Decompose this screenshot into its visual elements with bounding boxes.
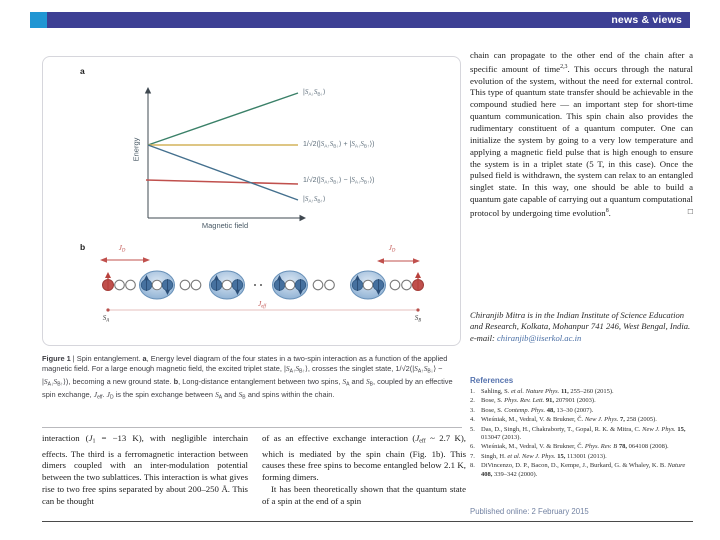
panel-a-label: a xyxy=(80,66,85,76)
section-title: news & views xyxy=(611,14,682,26)
reference-item: 3. Bose, S. Contemp. Phys. 48, 13–30 (2007). xyxy=(470,406,594,414)
coupling-jd-left-label: $J_D$ xyxy=(118,244,126,254)
level-singlet xyxy=(146,180,298,184)
x-axis-arrowhead xyxy=(300,215,307,221)
state-label-singlet: $1/√2(|S_{A↑}S_{B↓}⟩$ − $|S_{A↓}S_{B↑}⟩$) xyxy=(303,176,375,186)
page-bottom-rule xyxy=(42,521,693,522)
reference-item: 2. Bose, S. Phys. Rev. Lett. 91, 207901 (2003). xyxy=(470,397,596,405)
state-label-triplet-symmetric: $1/√2(|S_{A↑}S_{B↓}⟩$ + $|S_{A↓}S_{B↑}⟩$) xyxy=(303,140,375,150)
dimer-4 xyxy=(351,271,386,299)
end-spin-b xyxy=(413,272,424,291)
x-axis-label: Magnetic field xyxy=(201,221,249,230)
paragraph: chain can propagate to the other end of the chain after a specific amount of time$^{2,3}$. This occurs through the natural evolution of the system, without the need for external control. This type of quantum state transfer should be achievable in the compound studied here — an important step for short-time quantum communication. This spin chain also provides the rudimentary constituent of a quantum computer. One can initialize the system by going to a very low temperature and applying a magnetic field pulse that is high enough to ensure the system is in a triplet state (5 T, in this case). Once the pulsed field is withdrawn, the system can relax to an entangled singlet state. In this way, one should be able to build a quantum gate capable of carrying out a quantum computational protocol by undergoing time evolution$^8$. □ xyxy=(470,50,693,218)
level-triplet-down-down xyxy=(148,93,298,145)
paragraph: of as an effective exchange interaction ($J_{eff}$ ~ 2.7 K), which is mediated by the spin chain (Fig. 1b). This causes these free spins to become entangled below 2.1 K, forming dimers. xyxy=(262,433,467,483)
chain-ellipsis xyxy=(254,284,262,286)
author-block xyxy=(470,310,693,344)
panel-b-label: b xyxy=(80,242,86,252)
reference-item: 7. Singh, H. et al. New J. Phys. 15, 113001 (2013). xyxy=(470,452,607,460)
reference-item: 1. Sahling, S. et al. Nature Phys. 11, 255–260 (2015). xyxy=(470,388,614,395)
coupling-jeff-label: $J_{eff}$ xyxy=(258,300,266,310)
state-label-triplet-down-down: $|S_{A↓}S_{B↓}⟩$ xyxy=(303,88,326,98)
coupling-jd-right-label: $J_D$ xyxy=(388,244,396,254)
published-date: Published online: 2 February 2015 xyxy=(470,507,589,516)
spin-a-label: $S_A$ xyxy=(102,314,110,324)
reference-item: 6. Wieśniak, M., Vedral, V. & Brukner, Č. Phys. Rev. B 78, 064108 (2008). xyxy=(470,443,669,451)
paragraph: interaction ($J_1 = -13$ K), with negligible interchain effects. The third is a ferromagnetic interaction between dimers coupled with an inter-modulation potential between the two sublattices. This interaction is what gives rise to two free spins separated by about 200–250 Å. This can be thought xyxy=(42,433,249,506)
energy-level-diagram xyxy=(55,60,455,238)
y-axis-label: Energy xyxy=(131,137,141,162)
author-email[interactable]: e-mail: chiranjib@iiserkol.ac.in xyxy=(470,332,582,343)
y-axis-arrowhead xyxy=(145,87,151,94)
dimer-3 xyxy=(273,271,308,299)
references-heading: References xyxy=(470,376,514,385)
dimer-2 xyxy=(210,271,245,299)
references-list xyxy=(470,388,696,480)
right-coupling-arrow xyxy=(377,258,420,264)
author-bio: Chiranjib Mitra is in the Indian Institute of Science Education and Research, Kolkata, Mohanpur 741 246, West Bengal, India. xyxy=(470,310,691,332)
article-column-right xyxy=(470,50,693,220)
article-column-left xyxy=(42,433,248,508)
reference-item: 8. DiVincenzo, D. P., Bacon, D., Kempe, J., Burkard, G. & Whaley, K. B. Nature 408, 339–342 (2000). xyxy=(470,462,686,478)
level-triplet-up-up xyxy=(148,145,298,200)
section-banner xyxy=(30,12,690,28)
reference-item: 5. Das, D., Singh, H., Chakraborty, T., Gopal, R. K. & Mitra, C. New J. Phys. 15, 013047 (2013). xyxy=(470,425,686,442)
left-coupling-arrow xyxy=(100,257,150,263)
end-spin-a xyxy=(103,272,114,291)
spin-b-label: $S_B$ xyxy=(414,314,422,324)
caption-divider xyxy=(42,427,462,428)
article-column-middle xyxy=(262,433,466,508)
paragraph: It has been theoretically shown that the quantum state of a spin at the end of a spin xyxy=(262,484,466,506)
state-label-triplet-up-up: $|S_{A↑}S_{B↑}⟩$ xyxy=(303,195,326,205)
figure-caption: Figure 1 | Spin entanglement. a, Energy level diagram of the four states in a two-spin interaction as a function of the applied magnetic field. For a large enough magnetic field, the excited triplet state, $|S_{A↑}S_{B↑}⟩$, crosses the singlet state, $1/√2(|S_{A↑}S_{B↓}⟩$ − $|S_{A↓}S_{B↑}⟩$), becoming a new ground state. b, Long-distance entanglement between two spins, $S_A$ and $S_B$, coupled by an effective spin exchange, $J_{eff}$. $J_D$ is the spin exchange between $S_A$ and $S_B$ and spins within the chain. xyxy=(42,354,453,401)
reference-item: 4. Wieśniak, M., Vedral, V. & Brukner, Č. New J. Phys. 7, 258 (2005). xyxy=(470,416,657,424)
banner-accent-square xyxy=(30,12,47,28)
dimer-1 xyxy=(140,271,175,299)
